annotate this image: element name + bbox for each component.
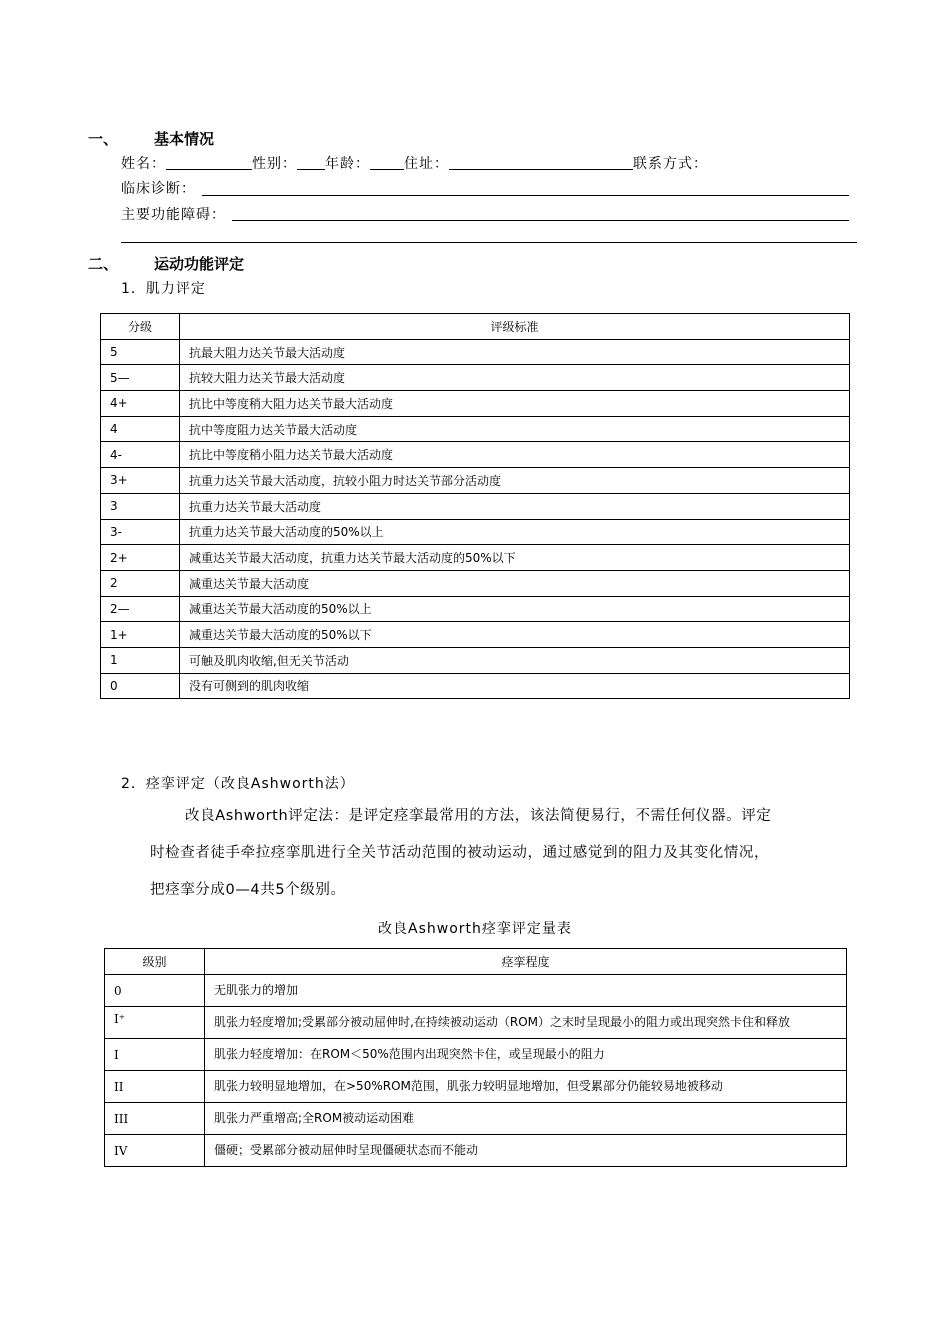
dysfunction-field-extra-line[interactable]	[121, 242, 857, 243]
ashworth-scale-table	[104, 948, 847, 1167]
table-row	[105, 1039, 847, 1071]
section-1-number: 一、	[88, 130, 119, 148]
table-header-row	[101, 314, 850, 340]
grade-cell: 2+	[101, 545, 180, 571]
table-row	[101, 365, 850, 391]
ashworth-paragraph	[150, 798, 860, 909]
table-row	[101, 339, 850, 365]
grade-cell: 3	[101, 493, 180, 519]
degree-cell: 肌张力较明显地增加，在>50%ROM范围，肌张力较明显地增加，但受累部分仍能较易地被移动	[205, 1071, 847, 1103]
spasticity-subtitle: 2．痉挛评定（改良Ashworth法）	[121, 776, 355, 792]
grade-cell: 4	[101, 416, 180, 442]
dysfunction-field[interactable]	[232, 220, 849, 221]
criteria-cell: 减重达关节最大活动度	[180, 570, 850, 596]
grade-cell: 0	[101, 673, 180, 699]
table-row	[101, 622, 850, 648]
criteria-cell: 抗重力达关节最大活动度，抗较小阻力时达关节部分活动度	[180, 468, 850, 494]
header-criteria: 评级标准	[180, 314, 850, 340]
grade-cell: 5—	[101, 365, 180, 391]
muscle-strength-subtitle: 1．肌力评定	[121, 281, 206, 297]
level-cell: III	[105, 1103, 205, 1135]
criteria-cell: 抗比中等度稍小阻力达关节最大活动度	[180, 442, 850, 468]
sex-label: 性别：	[252, 156, 297, 172]
grade-cell: 1+	[101, 622, 180, 648]
level-cell: I⁺	[105, 1007, 205, 1039]
criteria-cell: 减重达关节最大活动度的50%以上	[180, 596, 850, 622]
criteria-cell: 没有可侧到的肌肉收缩	[180, 673, 850, 699]
grade-cell: 4+	[101, 391, 180, 417]
section-1-heading	[88, 128, 214, 149]
grade-cell: 3+	[101, 468, 180, 494]
table-row	[105, 1103, 847, 1135]
table-row	[101, 519, 850, 545]
table-header-row	[105, 949, 847, 975]
age-label: 年龄：	[325, 156, 370, 172]
contact-label: 联系方式：	[633, 156, 708, 172]
level-cell: IV	[105, 1135, 205, 1167]
criteria-cell: 减重达关节最大活动度的50%以下	[180, 622, 850, 648]
degree-cell: 肌张力轻度增加：在ROM＜50%范围内出现突然卡住，或呈现最小的阻力	[205, 1039, 847, 1071]
table-row	[101, 673, 850, 699]
level-cell: II	[105, 1071, 205, 1103]
ashworth-table-title: 改良Ashworth痉挛评定量表	[378, 921, 572, 937]
criteria-cell: 可触及肌肉收缩,但无关节活动	[180, 647, 850, 673]
diagnosis-label: 临床诊断：	[121, 181, 196, 197]
grade-cell: 2—	[101, 596, 180, 622]
paragraph-line: 改良Ashworth评定法：是评定痉挛最常用的方法，该法简便易行，不需任何仪器。评定	[185, 808, 772, 824]
table-row	[105, 1135, 847, 1167]
level-cell: 0	[105, 975, 205, 1007]
criteria-cell: 抗重力达关节最大活动度	[180, 493, 850, 519]
section-2-title: 运动功能评定	[154, 255, 245, 273]
table-row	[101, 545, 850, 571]
basic-info-line	[121, 153, 708, 173]
table-row	[101, 493, 850, 519]
degree-cell: 无肌张力的增加	[205, 975, 847, 1007]
table-row	[101, 391, 850, 417]
table-row	[101, 442, 850, 468]
table-row	[101, 468, 850, 494]
table-row	[101, 647, 850, 673]
table-row	[105, 1007, 847, 1039]
criteria-cell: 抗重力达关节最大活动度的50%以上	[180, 519, 850, 545]
table-row	[101, 570, 850, 596]
paragraph-line: 时检查者徒手牵拉痉挛肌进行全关节活动范围的被动运动，通过感觉到的阻力及其变化情况，	[150, 845, 770, 861]
section-2-heading	[88, 253, 244, 274]
address-field[interactable]	[449, 155, 633, 170]
dysfunction-label: 主要功能障碍：	[121, 207, 226, 223]
address-label: 住址：	[404, 156, 449, 172]
criteria-cell: 抗中等度阻力达关节最大活动度	[180, 416, 850, 442]
criteria-cell: 减重达关节最大活动度，抗重力达关节最大活动度的50%以下	[180, 545, 850, 571]
criteria-cell: 抗较大阻力达关节最大活动度	[180, 365, 850, 391]
section-1-title: 基本情况	[154, 130, 215, 148]
grade-cell: 5	[101, 339, 180, 365]
muscle-strength-table	[100, 313, 850, 699]
table-row	[101, 416, 850, 442]
paragraph-line: 把痉挛分成0—4共5个级别。	[150, 882, 346, 898]
degree-cell: 肌张力严重增高;全ROM被动运动困难	[205, 1103, 847, 1135]
grade-cell: 1	[101, 647, 180, 673]
degree-cell: 肌张力轻度增加;受累部分被动屈伸时,在持续被动运动（ROM）之末时呈现最小的阻力或出现突然卡住和释放	[205, 1007, 847, 1039]
table-row	[101, 596, 850, 622]
header-grade: 分级	[101, 314, 180, 340]
header-degree: 痉挛程度	[205, 949, 847, 975]
diagnosis-field[interactable]	[202, 195, 849, 196]
age-field[interactable]	[370, 155, 404, 170]
criteria-cell: 抗最大阻力达关节最大活动度	[180, 339, 850, 365]
section-2-number: 二、	[88, 255, 119, 273]
table-row	[105, 975, 847, 1007]
sex-field[interactable]	[297, 155, 325, 170]
criteria-cell: 抗比中等度稍大阻力达关节最大活动度	[180, 391, 850, 417]
name-label: 姓名：	[121, 156, 166, 172]
grade-cell: 4-	[101, 442, 180, 468]
grade-cell: 3-	[101, 519, 180, 545]
degree-cell: 僵硬；受累部分被动屈伸时呈现僵硬状态而不能动	[205, 1135, 847, 1167]
name-field[interactable]	[166, 155, 252, 170]
table-row	[105, 1071, 847, 1103]
header-level: 级别	[105, 949, 205, 975]
grade-cell: 2	[101, 570, 180, 596]
level-cell: I	[105, 1039, 205, 1071]
